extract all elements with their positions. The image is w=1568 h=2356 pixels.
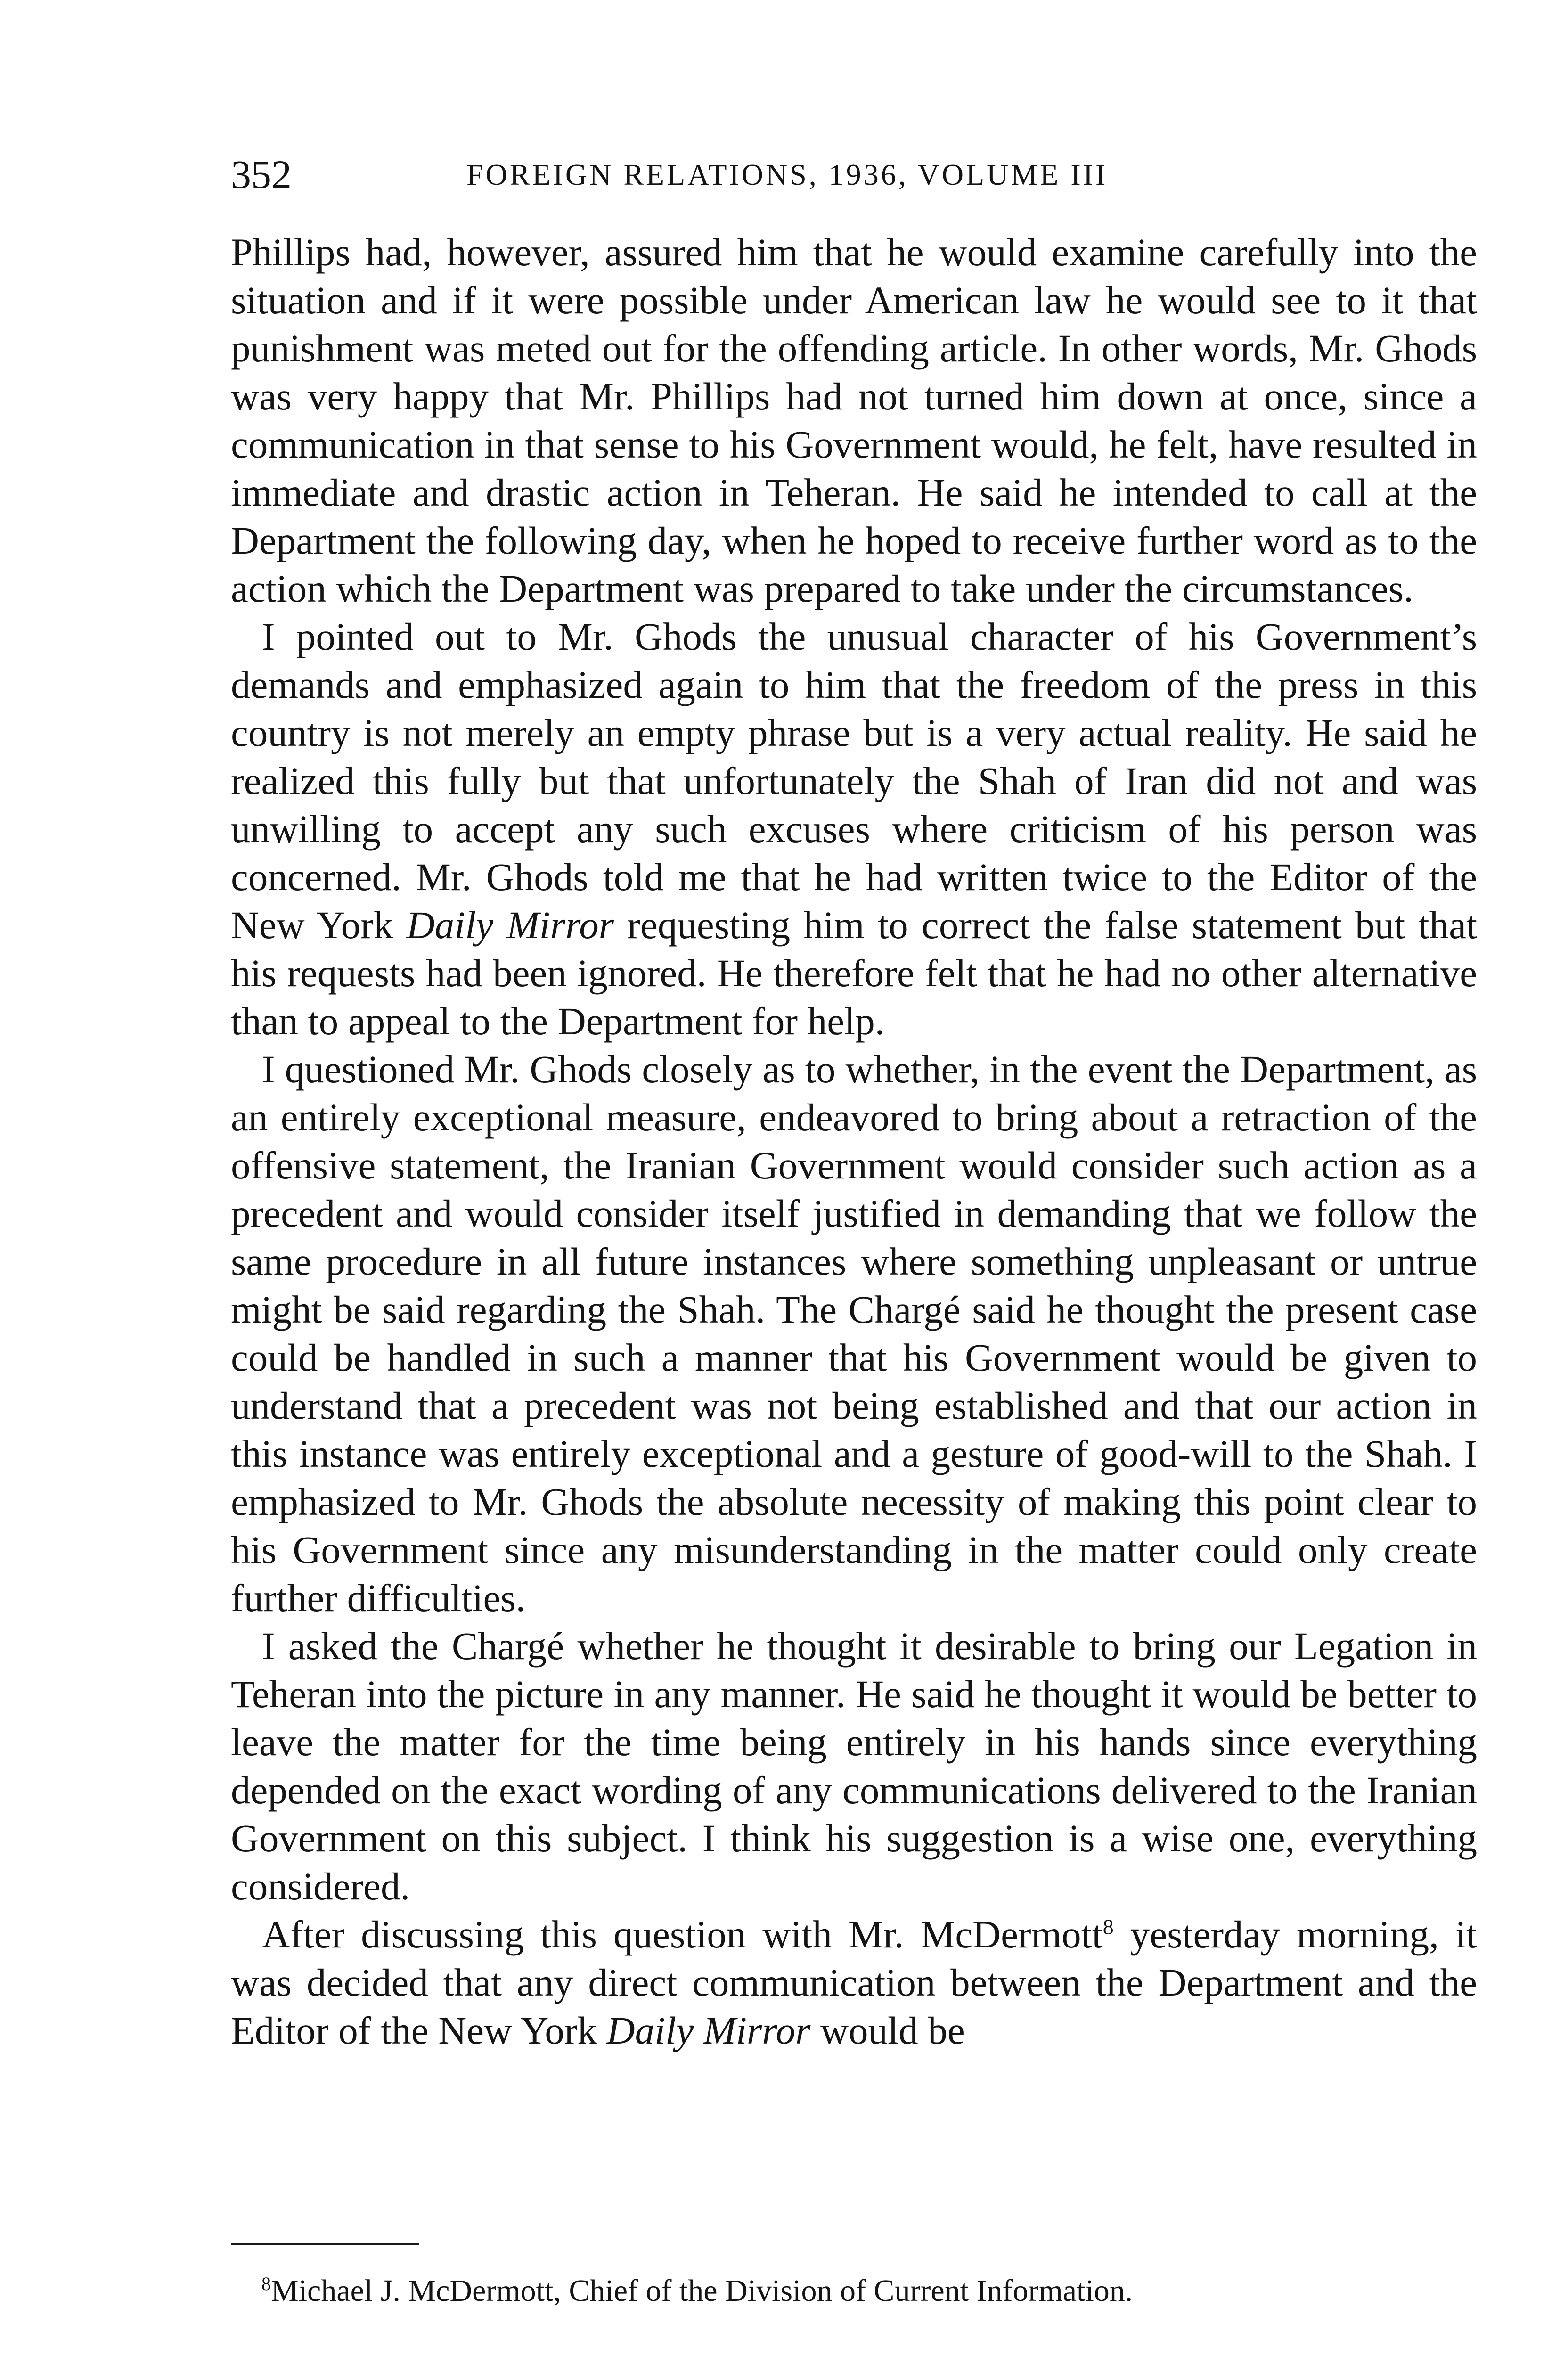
- footnote-mark: 8: [261, 2273, 271, 2294]
- page-number: 352: [231, 152, 292, 197]
- body-text: [231, 228, 1477, 2054]
- newspaper-title: Daily Mirror: [406, 903, 614, 947]
- paragraph-2: [231, 613, 1477, 1045]
- footnote-text: Michael J. McDermott, Chief of the Division of Current Information.: [271, 2274, 1133, 2308]
- paragraph-5: [231, 1910, 1477, 2054]
- paragraph-5-text-c: would be: [810, 2009, 965, 2052]
- footnote-reference: 8: [1102, 1914, 1114, 1939]
- page-header: [231, 151, 1484, 198]
- paragraph-5-text-b: yesterday morning, it was decided that any direct communication between the Department and the Editor of the New York: [231, 1913, 1477, 2052]
- footnote: [261, 2271, 1482, 2311]
- paragraph-1: Phillips had, however, assured him that he would examine carefully into the situation and if it were possible under American law he would see to it that punishment was meted out for the offending article. In other words, Mr. Ghods was very happy that Mr. Phillips had not turned him down at once, since a communication in that sense to his Government would, he felt, have resulted in immediate and drastic action in Teheran. He said he intended to call at the Department the following day, when he hoped to receive further word as to the action which the Department was prepared to take under the circumstances.: [231, 230, 1477, 610]
- paragraph-5-text-a: After discussing this question with Mr. McDermott: [262, 1913, 1103, 1956]
- paragraph-3: I questioned Mr. Ghods closely as to whether, in the event the Department, as an entirely exceptional measure, endeavored to bring about a retraction of the offensive statement, the Iranian Government would consider such action as a precedent and would consider itself justified in demanding that we follow the same procedure in all future instances where something unpleasant or untrue might be said regarding the Shah. The Chargé said he thought the present case could be handled in such a manner that his Government would be given to understand that a precedent was not being established and that our action in this instance was entirely exceptional and a gesture of good-will to the Shah. I emphasized to Mr. Ghods the absolute necessity of making this point clear to his Government since any misunderstanding in the matter could only create further difficulties.: [231, 1047, 1477, 1620]
- paragraph-2-text-a: I pointed out to Mr. Ghods the unusual character of his Government’s demands and emphasized again to him that the freedom of the press in this country is not merely an empty phrase but is a very actual reality. He said he realized this fully but that unfortunately the Shah of Iran did not and was unwilling to accept any such excuses where criticism of his person was concerned. Mr. Ghods told me that he had written twice to the Editor of the New York: [231, 615, 1477, 947]
- footnote-divider: [231, 2243, 419, 2245]
- paragraph-2-text-b: requesting him to correct the false statement but that his requests had been ignored. He therefore felt that he had no other alternative than to appeal to the Department for help.: [231, 903, 1478, 1043]
- paragraph-4: I asked the Chargé whether he thought it desirable to bring our Legation in Teheran into the picture in any manner. He said he thought it would be better to leave the matter for the time being entirely in his hands since everything depended on the exact wording of any communications delivered to the Iranian Government on this subject. I think his suggestion is a wise one, everything considered.: [231, 1624, 1477, 1908]
- newspaper-title: Daily Mirror: [606, 2009, 811, 2052]
- running-head: FOREIGN RELATIONS, 1936, VOLUME III: [466, 158, 1108, 191]
